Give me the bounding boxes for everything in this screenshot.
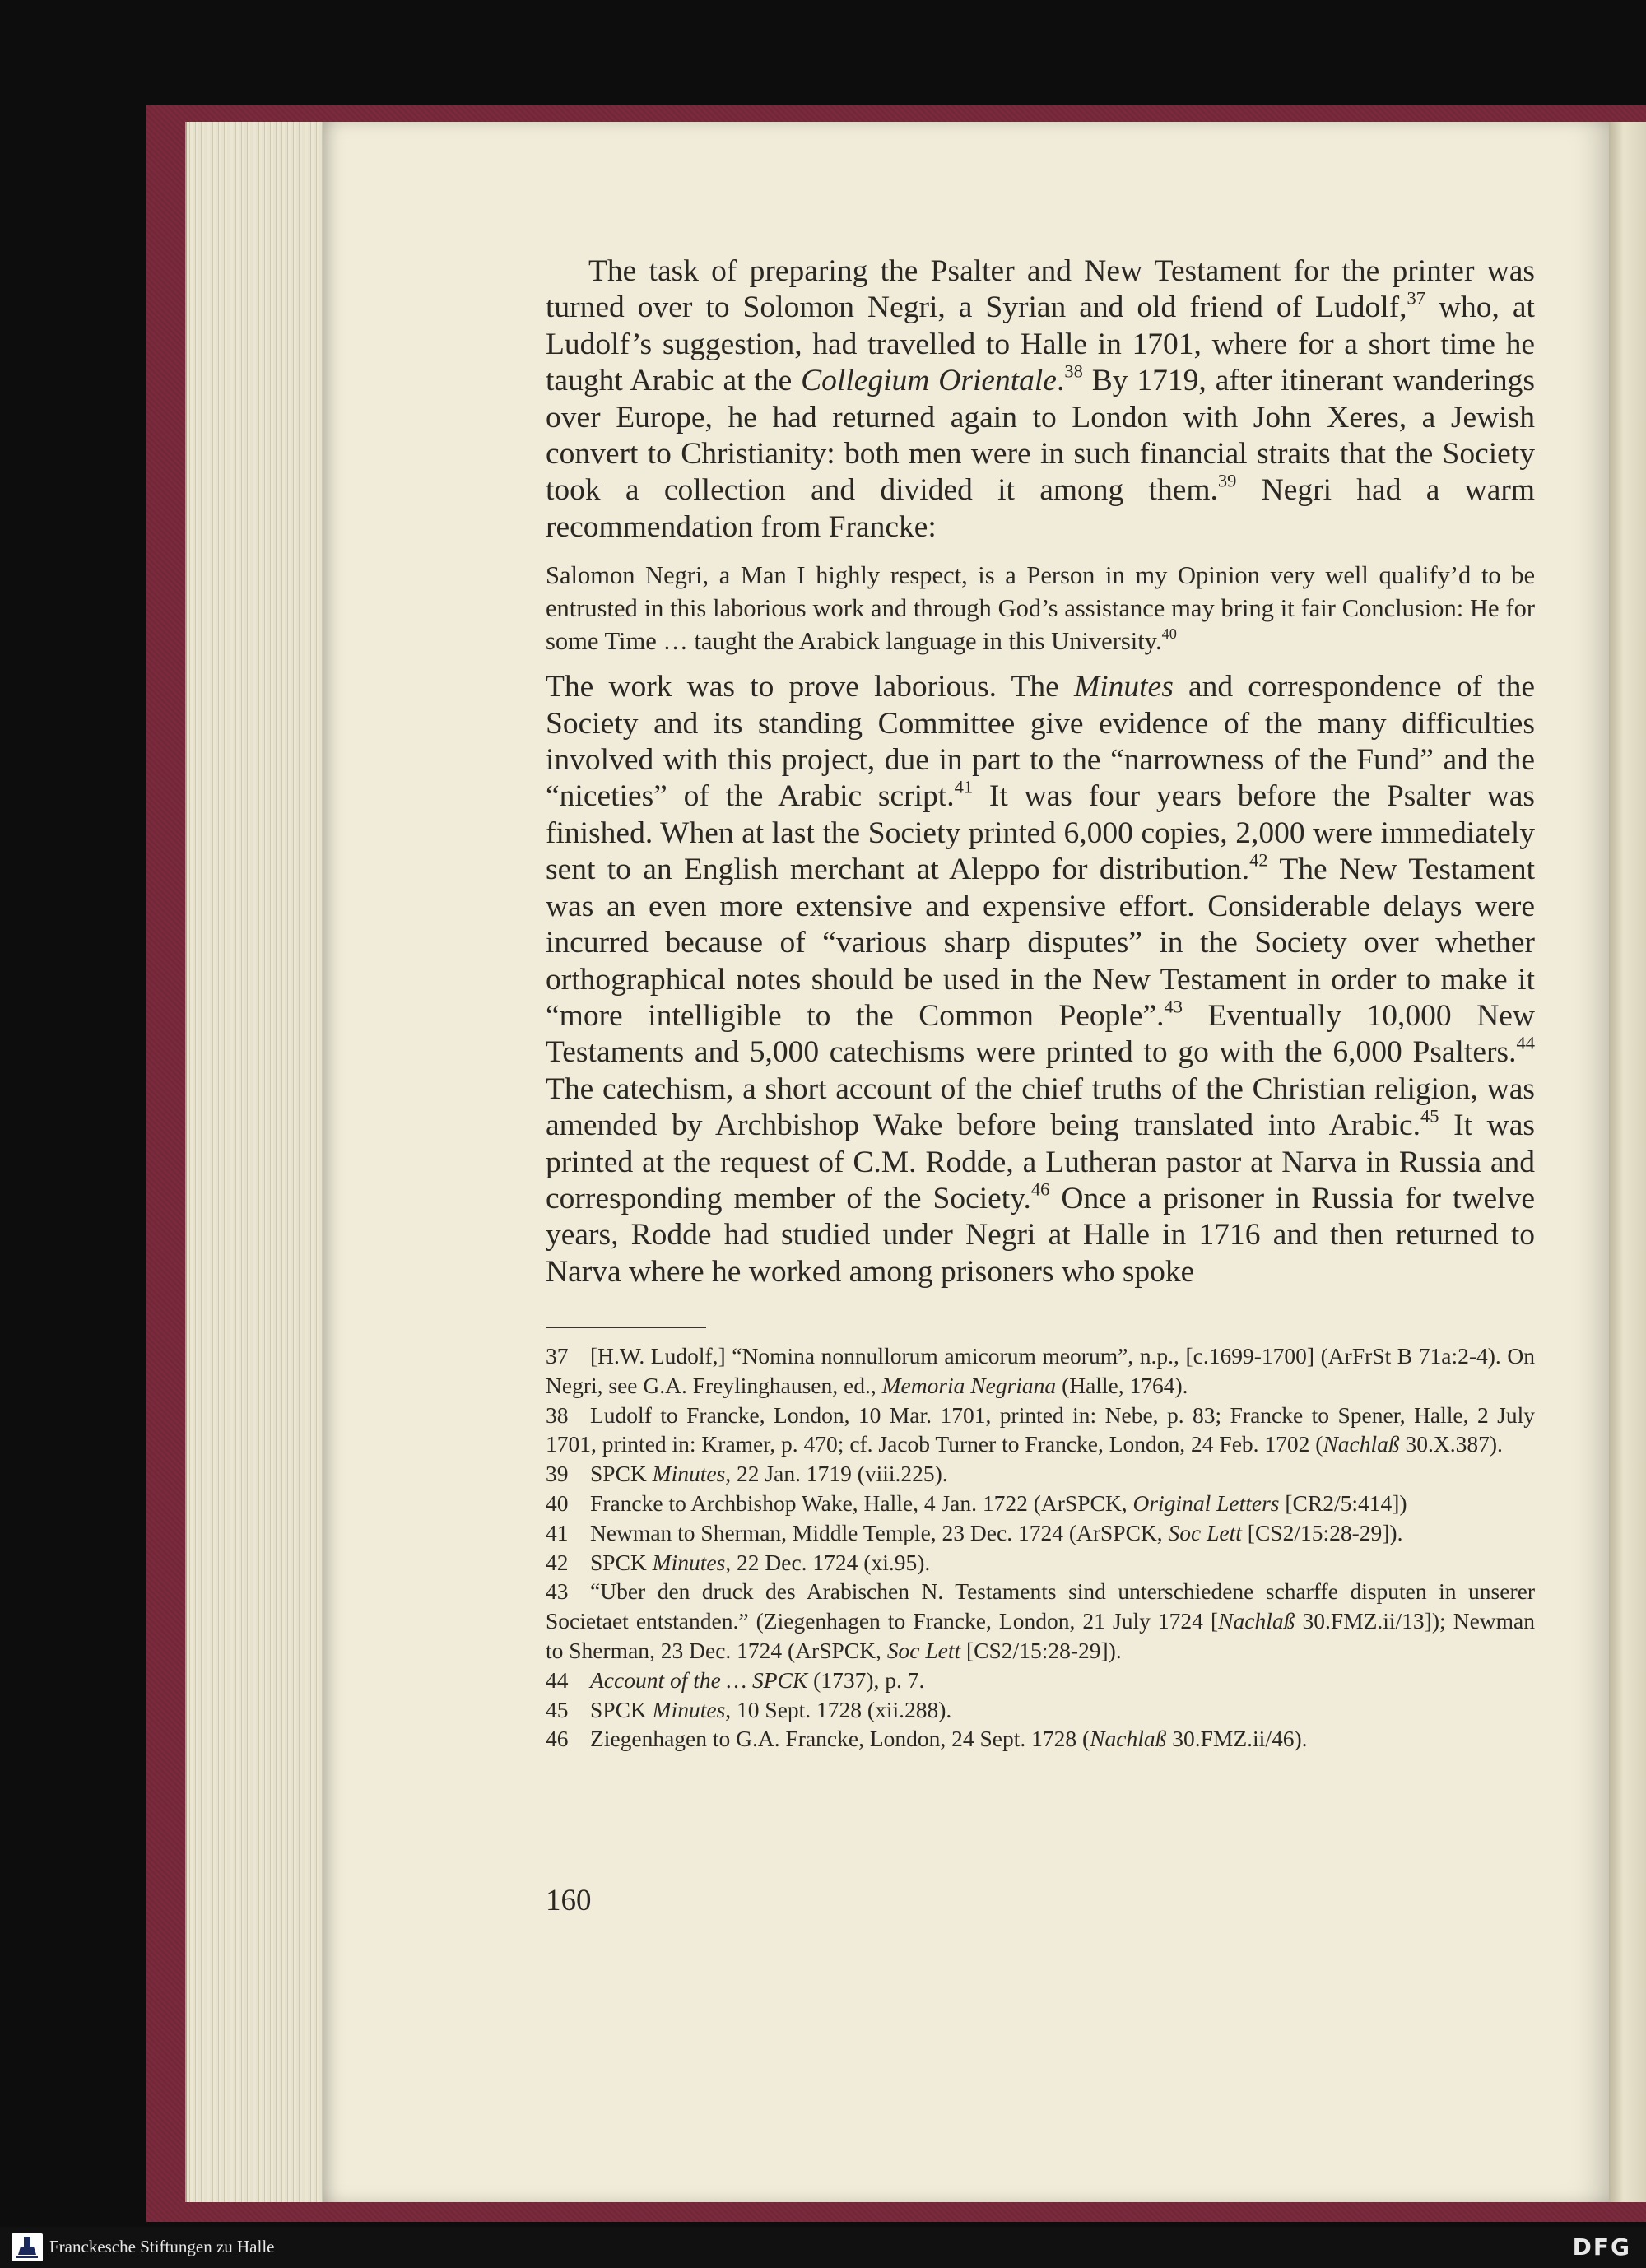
footnote-rule: [546, 1327, 706, 1328]
franckesche-stiftungen-logo-icon[interactable]: [12, 2233, 43, 2261]
text-run: SPCK: [590, 1696, 653, 1722]
quote-text: Salomon Negri, a Man I highly respect, is a Person in my Opinion very well qualify’d to be entrusted in this laborious work and through God’s assistance may bring it fair Conclusion: He for some Time … taught the Arabick language in this University.: [546, 561, 1535, 656]
text-run: (1737), p. 7.: [807, 1666, 925, 1693]
paragraph-2: [546, 669, 1535, 1290]
dfg-logo[interactable]: DFG: [1572, 2233, 1631, 2261]
footnote-number: 43: [546, 1578, 569, 1605]
text-run: SPCK: [590, 1461, 653, 1487]
text-run: 30.FMZ.ii/13]); Newman to Sherman, 23 Dec. 1724 (ArSPCK,: [546, 1608, 1535, 1663]
italic-run: Collegium Orientale: [801, 364, 1057, 398]
text-run: , 22 Jan. 1719 (viii.225).: [725, 1461, 948, 1487]
text-run: (Halle, 1764).: [1056, 1372, 1188, 1398]
text-run: The work was to prove laborious. The: [546, 670, 1074, 704]
text-run: and correspondence of the Society and its standing Committee give evidence of the many difficulties involved with this project, due in part to the “narrowness of the Fund” and the “niceties” of the Arabic script.: [546, 670, 1535, 814]
italic-run: Soc Lett: [886, 1637, 961, 1663]
text-run: [H.W. Ludolf,] “Nomina nonnullorum amicorum meorum”, n.p., [c.1699-1700] (ArFrSt B 71a:2-4). On Negri, see G.A. Freylinghausen, ed.,: [546, 1343, 1535, 1398]
footnotes: [546, 1341, 1535, 1754]
text-run: The catechism, a short account of the chief truths of the Christian religion, was amended by Archbishop Wake before being translated into Arabic.: [546, 1071, 1535, 1143]
footnote-number: 40: [546, 1490, 569, 1516]
footnote-37: [546, 1341, 1535, 1401]
footnote-number: 42: [546, 1549, 569, 1575]
footnote-44: [546, 1666, 1535, 1695]
institution-link[interactable]: Franckesche Stiftungen zu Halle: [49, 2237, 275, 2256]
facing-page-edge: [1609, 122, 1646, 2202]
text-run: SPCK: [590, 1549, 653, 1575]
italic-run: Minutes: [1073, 670, 1174, 704]
text-run: The New Testament was an even more extensive and expensive effort. Considerable delays were incurred because of “various sharp disputes” in the Society over whether orthographical notes should be used in the New Testament in order to make it “more intelligible to the Common People”.: [546, 853, 1536, 1033]
text-run: Ludolf to Francke, London, 10 Mar. 1701, printed in: Nebe, p. 83; Francke to Spener, Halle, 2 July 1701, printed in: Kramer, p. 470; cf. Jacob Turner to Francke, London, 24 Feb. 1702 (: [546, 1401, 1535, 1457]
text-run: Newman to Sherman, Middle Temple, 23 Dec. 1724 (ArSPCK,: [590, 1519, 1169, 1545]
italic-run: Memoria Negriana: [881, 1372, 1057, 1398]
italic-run: Minutes: [652, 1696, 726, 1722]
text-run: [CR2/5:414]): [1279, 1490, 1407, 1516]
italic-run: Nachlaß: [1090, 1726, 1167, 1752]
page-number: 160: [546, 1884, 592, 1917]
footnote-41: [546, 1518, 1535, 1548]
footnote-number: 37: [546, 1343, 569, 1369]
italic-run: Soc Lett: [1168, 1519, 1242, 1545]
footnote-40: [546, 1489, 1535, 1518]
viewer-footer: [0, 2227, 1646, 2268]
italic-run: Minutes: [652, 1461, 726, 1487]
footnote-43: [546, 1577, 1535, 1665]
footnote-ref: 37: [1407, 287, 1425, 309]
footnote-42: [546, 1548, 1535, 1578]
text-run: .: [1057, 364, 1065, 398]
footnote-ref: 39: [1217, 470, 1237, 491]
footnote-number: 41: [546, 1519, 569, 1545]
text-run: [CS2/15:28-29]).: [1241, 1519, 1403, 1545]
text-run: who, at Ludolf’s suggestion, had travelled to Halle in 1701, where for a short time he taught Arabic at the: [546, 290, 1535, 398]
italic-run: Original Letters: [1132, 1490, 1280, 1516]
text-run: Once a prisoner in Russia for twelve years, Rodde had studied under Negri at Halle in 1716 and then returned to Narva where he worked among prisoners who spoke: [546, 1181, 1535, 1289]
text-run: [CS2/15:28-29]).: [960, 1637, 1122, 1663]
footnote-ref: 42: [1249, 849, 1268, 871]
footnote-ref: 38: [1064, 360, 1083, 382]
footnote-number: 46: [546, 1726, 569, 1752]
text-run: By 1719, after itinerant wanderings over Europe, he had returned again to London with John Xeres, a Jewish convert to Christianity: both men were in such financial straits that the Society took a collection and divided it among them.: [546, 364, 1535, 508]
footnote-39: [546, 1459, 1535, 1489]
footnote-ref: 46: [1030, 1178, 1050, 1200]
footnote-38: [546, 1401, 1535, 1460]
footnote-46: [546, 1724, 1535, 1754]
footnote-number: 44: [546, 1666, 569, 1693]
footnote-number: 38: [546, 1401, 569, 1428]
main-text: [546, 253, 1535, 1290]
text-run: Negri had a warm recommendation from Francke:: [546, 473, 1535, 544]
text-run: “Uber den druck des Arabischen N. Testaments sind unterschiedene scharffe disputen in unserer Societaet entstanden.” (Ziegenhagen to Francke, London, 21 July 1724 [: [546, 1578, 1535, 1634]
footnote-ref: 41: [954, 776, 974, 797]
footnote-ref: 45: [1420, 1105, 1439, 1127]
text-run: 30.FMZ.ii/46).: [1166, 1726, 1308, 1752]
italic-run: Nachlaß: [1323, 1431, 1400, 1457]
text-run: The task of preparing the Psalter and New Testament for the printer was turned over to Solomon Negri, a Syrian and old friend of Ludolf,: [546, 254, 1535, 325]
block-quote: [546, 559, 1535, 658]
text-run: , 10 Sept. 1728 (xii.288).: [725, 1696, 952, 1722]
footnote-ref: 40: [1161, 625, 1177, 643]
italic-run: Nachlaß: [1218, 1608, 1295, 1634]
page-stack-edges: [185, 122, 327, 2202]
italic-run: Minutes: [652, 1549, 726, 1575]
footnote-number: 39: [546, 1461, 569, 1487]
text-run: , 22 Dec. 1724 (xi.95).: [725, 1549, 931, 1575]
footnote-45: [546, 1695, 1535, 1725]
italic-run: Account of the … SPCK: [590, 1666, 808, 1693]
text-run: Ziegenhagen to G.A. Francke, London, 24 Sept. 1728 (: [590, 1726, 1090, 1752]
text-run: It was printed at the request of C.M. Rodde, a Lutheran pastor at Narva in Russia and corresponding member of the Society.: [546, 1108, 1535, 1215]
footnote-ref: 43: [1164, 996, 1183, 1017]
text-run: 30.X.387).: [1399, 1431, 1503, 1457]
footnote-number: 45: [546, 1696, 569, 1722]
text-run: It was four years before the Psalter was finished. When at last the Society printed 6,000 copies, 2,000 were immediately sent to an English merchant at Aleppo for distribution.: [546, 779, 1535, 887]
footnote-ref: 44: [1516, 1032, 1535, 1053]
text-run: Eventually 10,000 New Testaments and 5,000 catechisms were printed to go with the 6,000 Psalters.: [546, 998, 1536, 1070]
text-run: Francke to Archbishop Wake, Halle, 4 Jan. 1722 (ArSPCK,: [590, 1490, 1133, 1516]
paragraph-1: [546, 253, 1535, 546]
